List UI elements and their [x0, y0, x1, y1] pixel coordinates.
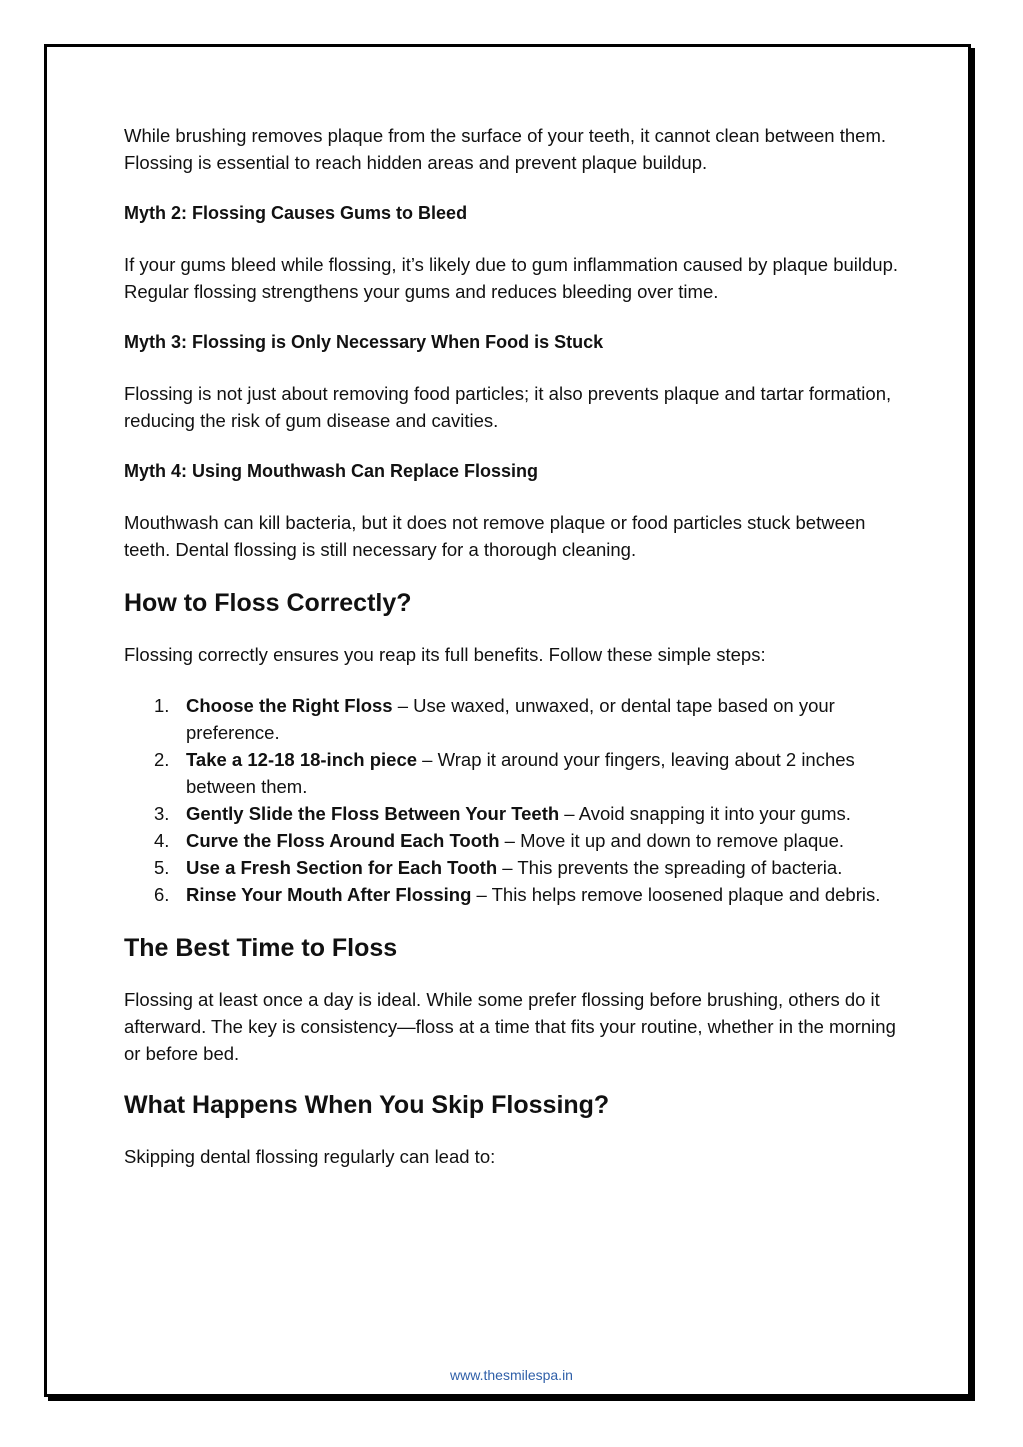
list-item	[154, 692, 904, 746]
step-number: 4.	[154, 830, 170, 851]
intro-paragraph: While brushing removes plaque from the surface of your teeth, it cannot clean between them. Flossing is essential to reach hidden areas and prevent plaque buildup.	[124, 125, 886, 173]
how-to-floss-heading: How to Floss Correctly?	[124, 589, 412, 617]
step-text: – Use waxed, unwaxed, or dental tape based on your preference.	[186, 695, 835, 743]
step-title: Curve the Floss Around Each Tooth	[186, 830, 500, 851]
step-title: Gently Slide the Floss Between Your Teeth	[186, 803, 560, 824]
step-title: Rinse Your Mouth After Flossing	[186, 884, 472, 905]
myth-4-text: Mouthwash can kill bacteria, but it does not remove plaque or food particles stuck between teeth. Dental flossing is still necessary for a thorough cleaning.	[124, 512, 866, 560]
step-number: 2.	[154, 749, 170, 770]
step-text: – Move it up and down to remove plaque.	[499, 830, 845, 851]
step-number: 6.	[154, 884, 170, 905]
step-title: Choose the Right Floss	[186, 695, 393, 716]
skip-flossing-heading: What Happens When You Skip Flossing?	[124, 1091, 610, 1119]
step-text: – Wrap it around your fingers, leaving about 2 inches between them.	[186, 749, 855, 797]
myth-3-text: Flossing is not just about removing food particles; it also prevents plaque and tartar formation, reducing the risk of gum disease and cavities.	[124, 383, 892, 431]
step-number: 5.	[154, 857, 170, 878]
skip-flossing-text: Skipping dental flossing regularly can lead to:	[124, 1146, 496, 1167]
how-to-intro: Flossing correctly ensures you reap its full benefits. Follow these simple steps:	[124, 644, 766, 665]
myth-2-heading: Myth 2: Flossing Causes Gums to Bleed	[124, 203, 468, 223]
best-time-heading: The Best Time to Floss	[124, 934, 398, 962]
list-item	[154, 854, 904, 881]
myth-2-text: If your gums bleed while flossing, it’s likely due to gum inflammation caused by plaque buildup. Regular flossing strengthens your gums and reduces bleeding over time.	[124, 254, 899, 302]
list-item	[154, 800, 904, 827]
myth-4-heading: Myth 4: Using Mouthwash Can Replace Flossing	[124, 461, 539, 481]
step-text: – Avoid snapping it into your gums.	[559, 803, 851, 824]
list-item	[154, 827, 904, 854]
step-title: Use a Fresh Section for Each Tooth	[186, 857, 498, 878]
list-item	[154, 881, 904, 908]
best-time-text: Flossing at least once a day is ideal. While some prefer flossing before brushing, others do it afterward. The key is consistency—floss at a time that fits your routine, whether in the morning or before bed.	[124, 989, 896, 1064]
list-item	[154, 746, 904, 800]
floss-steps-list	[124, 692, 904, 908]
step-text: – This prevents the spreading of bacteria.	[497, 857, 843, 878]
footer-url: www.thesmilespa.in	[450, 1367, 573, 1383]
step-number: 3.	[154, 803, 170, 824]
step-number: 1.	[154, 695, 170, 716]
document-body	[124, 122, 904, 1194]
step-text: – This helps remove loosened plaque and debris.	[471, 884, 881, 905]
step-title: Take a 12-18 18-inch piece	[186, 749, 418, 770]
myth-3-heading: Myth 3: Flossing is Only Necessary When Food is Stuck	[124, 332, 604, 352]
